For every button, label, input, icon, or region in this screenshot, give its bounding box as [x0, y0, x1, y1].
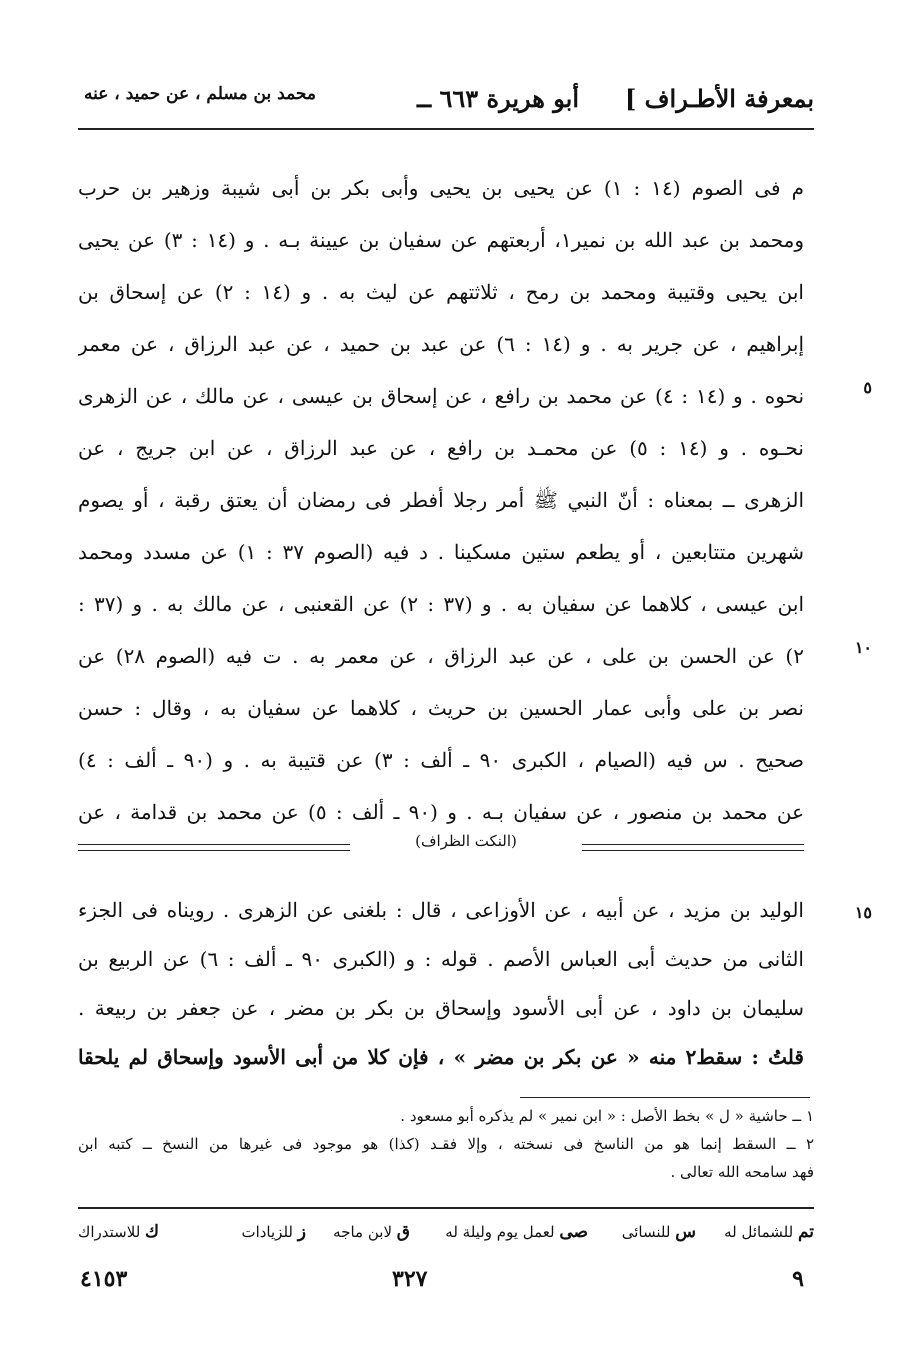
text-line: شهرين متتابعين ، أو يطعم ستين مسكينا . د فيه (الصوم ٣٧ : ١) عن مسدد ومحمد: [78, 540, 804, 564]
legend-symbol: ك: [145, 1222, 160, 1242]
commentary-line: الثانى من حديث أبى العباس الأصم . قوله : و (الكبرى ٩٠ ـ ألف : ٦) عن الربيع بن: [78, 947, 804, 971]
legend-item: [78, 1222, 159, 1242]
legend-text: لعمل يوم وليلة له: [445, 1223, 555, 1241]
commentary-line: الوليد بن مزيد ، عن أبيه ، عن الأوزاعى ، قال : بلغنى عن الزهرى . رويناه فى الجزء: [78, 898, 804, 922]
divider-label: (النكت الظراف): [415, 832, 517, 850]
legend-symbol: س: [675, 1222, 696, 1242]
text-line: ابن عيسى ، كلاهما عن سفيان به . و (٣٧ : ٢) عن القعنبى ، عن مالك به . و (٣٧ :: [78, 592, 804, 616]
legend-text: للشمائل له: [724, 1223, 794, 1241]
text-line: ابن يحيى وقتيبة ومحمد بن رمح ، ثلاثتهم عن ليث به . و (١٤ : ٢) عن إسحاق بن: [78, 280, 804, 304]
footnote: ٢ ــ السقط إنما هو من الناسخ فى نسخته ، وإلا فقـد (كذا) هو موجود فى غيرها من النسخ ــ كتبه ابن: [78, 1135, 814, 1153]
legend-item: [445, 1222, 588, 1242]
volume-number: ٩: [792, 1266, 804, 1292]
text-line: ومحمد بن عبد الله بن نمير١، أربعتهم عن سفيان بن عيينة بـه . و (١٤ : ٣) عن يحيى: [78, 228, 804, 252]
margin-line-number: ٥: [863, 378, 872, 397]
divider-double-rule: [78, 844, 350, 851]
text-line: نحـوه . و (١٤ : ٥) عن محمـد بن رافع ، عن عبد الرزاق ، عن ابن جريج ، عن: [78, 436, 804, 460]
legend-text: للاستدراك: [78, 1223, 141, 1241]
margin-line-number: ١٥: [854, 903, 872, 922]
text-line: نحوه . و (١٤ : ٤) عن محمد بن رافع ، عن إسحاق بن عيسى ، عن مالك ، عن الزهرى: [78, 384, 804, 408]
legend-rule: [78, 1207, 814, 1209]
footnotes: [78, 1102, 814, 1186]
ornament-divider: [78, 830, 804, 860]
legend-item: [241, 1222, 306, 1242]
header-rule: [78, 128, 814, 130]
margin-line-number: ١٠: [854, 638, 872, 657]
hadith-number: ٤١٥٣: [80, 1266, 128, 1292]
legend-symbol: ز: [297, 1222, 306, 1242]
siglum-legend: [78, 1222, 814, 1252]
text-line: نصر بن على وأبى عمار الحسين بن حريث ، كلاهما عن سفيان به ، وقال : حسن: [78, 696, 804, 720]
text-line: صحيح . س فيه (الصيام ، الكبرى ٩٠ ـ ألف : ٣) عن قتيبة به . و (٩٠ ـ ألف : ٤): [78, 748, 804, 772]
main-text: [78, 162, 804, 838]
divider-double-rule: [582, 844, 804, 851]
legend-item: [622, 1222, 696, 1242]
text-line: ٢) عن الحسن بن على ، عن عبد الرزاق ، عن معمر به . ت فيه (الصوم ٢٨) عن: [78, 644, 804, 668]
legend-item: [724, 1222, 814, 1242]
text-line: الزهرى ــ بمعناه : أنّ النبي ﷺ أمر رجلا أفطر فى رمضان أن يعتق رقبة ، أو يصوم: [78, 488, 804, 512]
legend-symbol: ق: [396, 1222, 410, 1242]
legend-symbol: صى: [559, 1222, 588, 1242]
commentary-line: سليمان بن داود ، عن أبى الأسود وإسحاق بن بكر بن مضر ، عن جعفر بن ربيعة .: [78, 996, 804, 1020]
commentary-text: [78, 886, 804, 1082]
header-book-title: بمعرفة الأطـراف ]: [624, 84, 814, 113]
legend-text: لابن ماجه: [333, 1223, 393, 1241]
legend-symbol: تم: [797, 1222, 814, 1242]
header-chain: محمد بن مسلم ، عن حميد ، عنه: [84, 84, 316, 104]
text-line: عن محمد بن منصور ، عن سفيان بـه . و (٩٠ ـ ألف : ٥) عن محمد بن قدامة ، عن: [78, 800, 804, 824]
legend-item: [333, 1222, 410, 1242]
text-line: إبراهيم ، عن جرير به . و (١٤ : ٦) عن عبد بن حميد ، عن عبد الرزاق ، عن معمر: [78, 332, 804, 356]
page-number: ٣٢٧: [392, 1266, 428, 1292]
footnote-continuation: فهد سامحه الله تعالى .: [670, 1163, 814, 1181]
legend-text: للنسائى: [621, 1223, 671, 1241]
running-header: [78, 78, 814, 118]
text-line: م فى الصوم (١٤ : ١) عن يحيى بن يحيى وأبى بكر بن أبى شيبة وزهير بن حرب: [78, 176, 804, 200]
footnote: ١ ــ حاشية « ل » بخط الأصل : « ابن نمير » لم يذكره أبو مسعود .: [400, 1107, 814, 1125]
legend-text: للزيادات: [241, 1223, 293, 1241]
header-narrator: أبو هريرة ٦٦٣ ــ: [417, 84, 579, 113]
commentary-line: قلتُ : سقط٢ منه « عن بكر بن مضر » ، فإن كلا من أبى الأسود وإسحاق لم يلحقا: [78, 1045, 804, 1069]
footnote-rule: [520, 1097, 810, 1098]
